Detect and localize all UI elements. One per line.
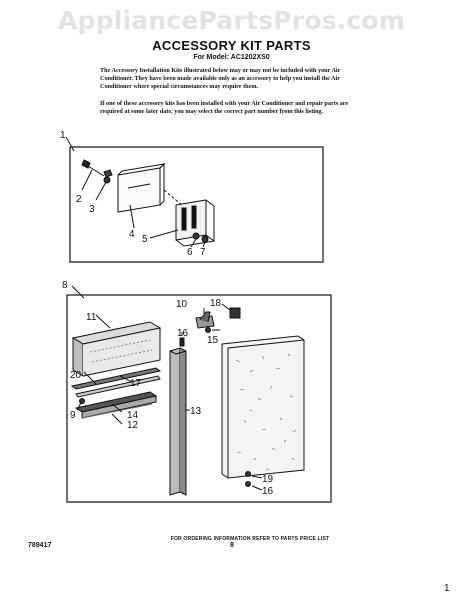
callout-1: 1 bbox=[60, 130, 66, 141]
callout-2: 2 bbox=[76, 194, 82, 205]
callout-15: 15 bbox=[207, 335, 219, 346]
callout-11: 11 bbox=[86, 312, 97, 323]
document-number: 789417 bbox=[28, 542, 52, 549]
watermark: AppliancePartsPros.com bbox=[57, 6, 406, 35]
callout-19: 19 bbox=[262, 474, 274, 485]
model-line: For Model: AC1202XS0 bbox=[193, 54, 270, 61]
callout-20: 20 bbox=[70, 370, 82, 381]
callout-8: 8 bbox=[62, 280, 68, 291]
callout-5: 5 bbox=[142, 234, 148, 245]
callout-10: 10 bbox=[176, 299, 188, 310]
kit-2-diagram bbox=[67, 286, 331, 502]
callout-6: 6 bbox=[187, 247, 193, 258]
page-title: ACCESSORY KIT PARTS bbox=[152, 38, 311, 53]
callout-12: 12 bbox=[127, 420, 139, 431]
ordering-note: FOR ORDERING INFORMATION REFER TO PARTS PRICE LIST bbox=[170, 536, 330, 542]
callout-16-lower: 16 bbox=[262, 486, 274, 497]
callout-9: 9 bbox=[70, 410, 76, 421]
callout-14: 14 bbox=[127, 410, 139, 421]
page-number: 8 bbox=[230, 542, 234, 549]
callout-7: 7 bbox=[200, 247, 206, 258]
callout-13: 13 bbox=[190, 406, 202, 417]
kit-1-diagram bbox=[66, 137, 323, 262]
intro-paragraph: The Accessory Installation Kits illustrated below may or may not be included with your Air Conditioner. They have been made available only as an accessory to help you install the Air Conditioner where special circumstances may require them. bbox=[100, 67, 341, 90]
repair-paragraph: If one of these accessory kits has been installed with your Air Conditioner and repair parts are required at some later date, you may select the correct part number from this listing. bbox=[100, 100, 349, 115]
callout-18: 18 bbox=[210, 298, 222, 309]
callout-4: 4 bbox=[129, 229, 135, 240]
callout-3: 3 bbox=[89, 204, 95, 215]
corner-number: 1 bbox=[444, 583, 450, 594]
callout-17: 17 bbox=[130, 378, 142, 389]
callout-16-upper: 16 bbox=[177, 328, 189, 339]
